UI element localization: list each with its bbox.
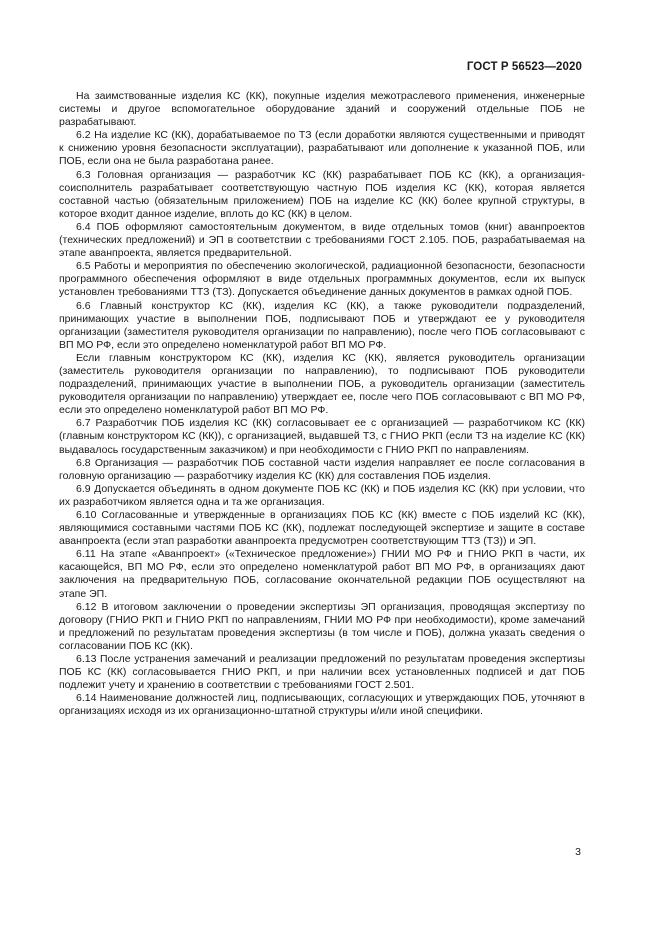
paragraph-6-12: 6.12 В итоговом заключении о проведении экспертизы ЭП организация, проводящая экспертизу по договору (ГНИО РКП и ГНИО РКП по направлениям, ГНИИ МО РФ при необходимости), кроме замечаний и предложений по результатам проведения экспертизы (в том числе и ПОБ), должна указать сведения о согласовании ПОБ КС (КК).: [59, 600, 585, 652]
page-number: 3: [575, 846, 581, 858]
paragraph-6-5: 6.5 Работы и мероприятия по обеспечению экологической, радиационной безопасности, безопасности программного обеспечения оформляют в виде отдельных программных документов, если их выпуск установлен требованиями ТТЗ (ТЗ). Допускается объединение данных документов в рамках одной ПОБ.: [59, 260, 585, 299]
standard-designation: ГОСТ Р 56523—2020: [466, 61, 582, 73]
paragraph-6-1-continuation: На заимствованные изделия КС (КК), покупные изделия межотраслевого применения, инженерные системы и другое вспомогательное оборудование зданий и сооружений отдельные ПОБ не разрабатывают.: [59, 90, 585, 129]
paragraph-6-2: 6.2 На изделие КС (КК), дорабатываемое по ТЗ (если доработки являются существенными и приводят к снижению уровня безопасности эксплуатации), разрабатывают или дополнение к указанной ПОБ, или ПОБ, если она не была разработана ранее.: [59, 129, 585, 168]
paragraph-6-7: 6.7 Разработчик ПОБ изделия КС (КК) согласовывает ее с организацией — разработчиком КС (КК) (главным конструктором КС (КК)), с организацией, выдавшей ТЗ, с ГНИО РКП (если ТЗ на изделие КС (КК) выдавалось государственным заказчиком) и при необходимости с ГНИО РКП по направлениям.: [59, 417, 585, 456]
paragraph-6-11: 6.11 На этапе «Аванпроект» («Техническое предложение») ГНИИ МО РФ и ГНИО РКП в части, их касающейся, ВП МО РФ, если это определено номенклатурой работ ВП МО РФ, в организациях дают заключения на предварительную ПОБ, согласование окончательной редакции ПОБ осуществляют на этапе ЭП.: [59, 548, 585, 600]
paragraph-6-3: 6.3 Головная организация — разработчик КС (КК) разрабатывает ПОБ КС (КК), а организация-соисполнитель разрабатывает соответствующую частную ПОБ изделия КС (КК), которая является составной частью (обязательным приложением) ПОБ на изделие КС (КК) более крупной структуры, в которое входит данное изделие, вплоть до КС (КК) в целом.: [59, 168, 585, 220]
paragraph-6-10: 6.10 Согласованные и утвержденные в организациях ПОБ КС (КК) вместе с ПОБ изделий КС (КК), являющимися составными частями ПОБ КС (КК), подлежат последующей экспертизе и защите в составе аванпроекта (если этап разработки аванпроекта предусмотрен соответствующим ТТЗ (ТЗ)) и ЭП.: [59, 509, 585, 548]
paragraph-6-9: 6.9 Допускается объединять в одном документе ПОБ КС (КК) и ПОБ изделия КС (КК) при условии, что их разработчиком является одна и та же организация.: [59, 482, 585, 508]
paragraph-6-8: 6.8 Организация — разработчик ПОБ составной части изделия направляет ее после согласования в головную организацию — разработчику изделия КС (КК) для составления ПОБ изделия.: [59, 456, 585, 482]
document-body: [59, 90, 585, 719]
paragraph-6-14: 6.14 Наименование должностей лиц, подписывающих, согласующих и утверждающих ПОБ, уточняют в организациях исходя из их организационно-штатной структуры и/или иной специфики.: [59, 692, 585, 718]
paragraph-6-13: 6.13 После устранения замечаний и реализации предложений по результатам проведения экспертизы ПОБ КС (КК) согласовывается ГНИО РКП, и при наличии всех установленных подписей и дат ПОБ подлежит учету и хранению в соответствии с требованиями ГОСТ 2.501.: [59, 653, 585, 692]
paragraph-6-6: 6.6 Главный конструктор КС (КК), изделия КС (КК), а также руководители подразделений, принимающих участие в выполнении ПОБ, подписывают ПОБ и утверждают ее у руководителя организации (заместителя руководителя организации по направлению), после чего ПОБ согласовывают с ВП МО РФ, если это определено номенклатурой работ ВП МО РФ.: [59, 299, 585, 351]
paragraph-6-4: 6.4 ПОБ оформляют самостоятельным документом, в виде отдельных томов (книг) аванпроектов (технических предложений) и ЭП в соответствии с требованиями ГОСТ 2.105. ПОБ, разрабатываемая на этапе аванпроекта, является предварительной.: [59, 220, 585, 260]
paragraph-6-6-second: Если главным конструктором КС (КК), изделия КС (КК), является руководитель организации (заместитель руководителя организации по направлению), то подписывают ПОБ руководители подразделений, принимающих участие в выполнении ПОБ, а руководитель организации (заместитель руководителя организации по направлению) утверждает ее, после чего ПОБ согласовывают с ВП МО РФ, если это определено номенклатурой работ ВП МО РФ.: [59, 351, 585, 417]
